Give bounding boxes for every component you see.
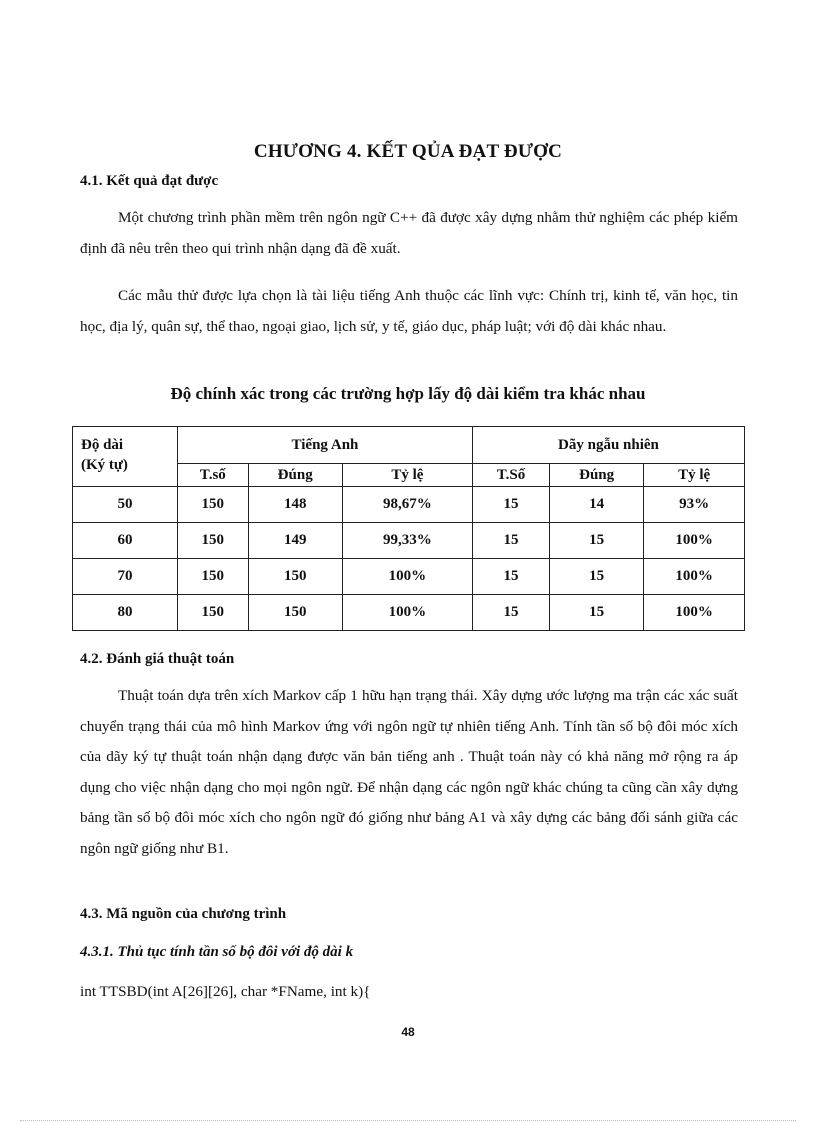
random-correct-header: Đúng — [550, 464, 644, 487]
cell-random-total: 15 — [472, 559, 549, 595]
cell-random-correct: 15 — [550, 595, 644, 631]
cell-english-total: 150 — [178, 523, 249, 559]
cell-english-total: 150 — [178, 487, 249, 523]
cell-random-rate: 93% — [644, 487, 745, 523]
page-number: 48 — [401, 1025, 415, 1039]
cell-english-correct: 150 — [248, 559, 342, 595]
cell-random-correct: 15 — [550, 559, 644, 595]
section-4-2-paragraph: Thuật toán dựa trên xích Markov cấp 1 hữu hạn trạng thái. Xây dựng ước lượng ma trận các xác suất chuyển trạng thái của mô hình Markov ứng với ngôn ngữ tự nhiên tiếng Anh. Tính tần số bộ đôi móc xích của dãy ký tự thuật toán nhận dạng được văn bản tiếng anh . Thuật toán này có khả năng mở rộng ra áp dụng cho việc nhận dạng cho mọi ngôn ngữ. Để nhận dạng các ngôn ngữ khác chúng ta cũng cần xây dựng bảng tần số bộ đôi móc xích cho ngôn ngữ đó giống như bảng A1 và xây dựng các bảng đối sánh giữa các ngôn ngữ giống như B1. — [80, 687, 738, 857]
code-line: int TTSBD(int A[26][26], char *FName, int k){ — [80, 983, 371, 1000]
cell-length: 80 — [73, 595, 178, 631]
random-total-header: T.Số — [472, 464, 549, 487]
cell-english-total: 150 — [178, 559, 249, 595]
cell-english-correct: 150 — [248, 595, 342, 631]
cell-random-rate: 100% — [644, 559, 745, 595]
english-rate-header: Tỷ lệ — [342, 464, 472, 487]
cell-random-correct: 14 — [550, 487, 644, 523]
cell-english-rate: 100% — [342, 559, 472, 595]
english-group-header: Tiếng Anh — [178, 427, 473, 464]
section-4-1-paragraph-2: Các mẫu thử được lựa chọn là tài liệu tiếng Anh thuộc các lĩnh vực: Chính trị, kinh tế, văn học, tin học, địa lý, quân sự, thể thao, ngoại giao, lịch sử, y tế, giáo dục, pháp luật; với độ dài khác nhau. — [80, 287, 738, 335]
section-4-1-heading: 4.1. Kết quả đạt được — [80, 173, 219, 189]
cell-english-correct: 149 — [248, 523, 342, 559]
table-row — [73, 559, 745, 595]
cell-random-correct: 15 — [550, 523, 644, 559]
random-rate-header: Tỷ lệ — [644, 464, 745, 487]
random-group-header: Dãy ngẫu nhiên — [472, 427, 744, 464]
table-row — [73, 595, 745, 631]
cell-length: 50 — [73, 487, 178, 523]
cell-random-rate: 100% — [644, 523, 745, 559]
section-4-1-paragraph-1: Một chương trình phần mềm trên ngôn ngữ C++ đã được xây dựng nhằm thử nghiệm các phép kiểm định đã nêu trên theo qui trình nhận dạng đã đề xuất. — [80, 209, 738, 257]
footer-divider — [20, 1120, 796, 1121]
table-row — [73, 487, 745, 523]
english-total-header: T.số — [178, 464, 249, 487]
cell-english-correct: 148 — [248, 487, 342, 523]
table-row — [73, 523, 745, 559]
accuracy-table — [72, 426, 745, 631]
english-correct-header: Đúng — [248, 464, 342, 487]
cell-english-rate: 99,33% — [342, 523, 472, 559]
section-4-3-1-heading: 4.3.1. Thủ tục tính tần số bộ đôi với độ dài k — [80, 944, 354, 960]
section-4-2-heading: 4.2. Đánh giá thuật toán — [80, 651, 235, 667]
cell-english-rate: 100% — [342, 595, 472, 631]
section-4-3-heading: 4.3. Mã nguồn của chương trình — [80, 906, 287, 922]
cell-random-total: 15 — [472, 595, 549, 631]
length-header-line1: Độ dài — [81, 437, 124, 453]
cell-random-rate: 100% — [644, 595, 745, 631]
chapter-title: CHƯƠNG 4. KẾT QỦA ĐẠT ĐƯỢC — [253, 141, 563, 162]
table-caption: Độ chính xác trong các trường hợp lấy độ dài kiểm tra khác nhau — [170, 384, 646, 403]
cell-random-total: 15 — [472, 523, 549, 559]
cell-length: 70 — [73, 559, 178, 595]
length-header — [73, 427, 178, 487]
cell-english-total: 150 — [178, 595, 249, 631]
cell-length: 60 — [73, 523, 178, 559]
cell-english-rate: 98,67% — [342, 487, 472, 523]
cell-random-total: 15 — [472, 487, 549, 523]
length-header-line2: (Ký tự) — [81, 457, 128, 473]
